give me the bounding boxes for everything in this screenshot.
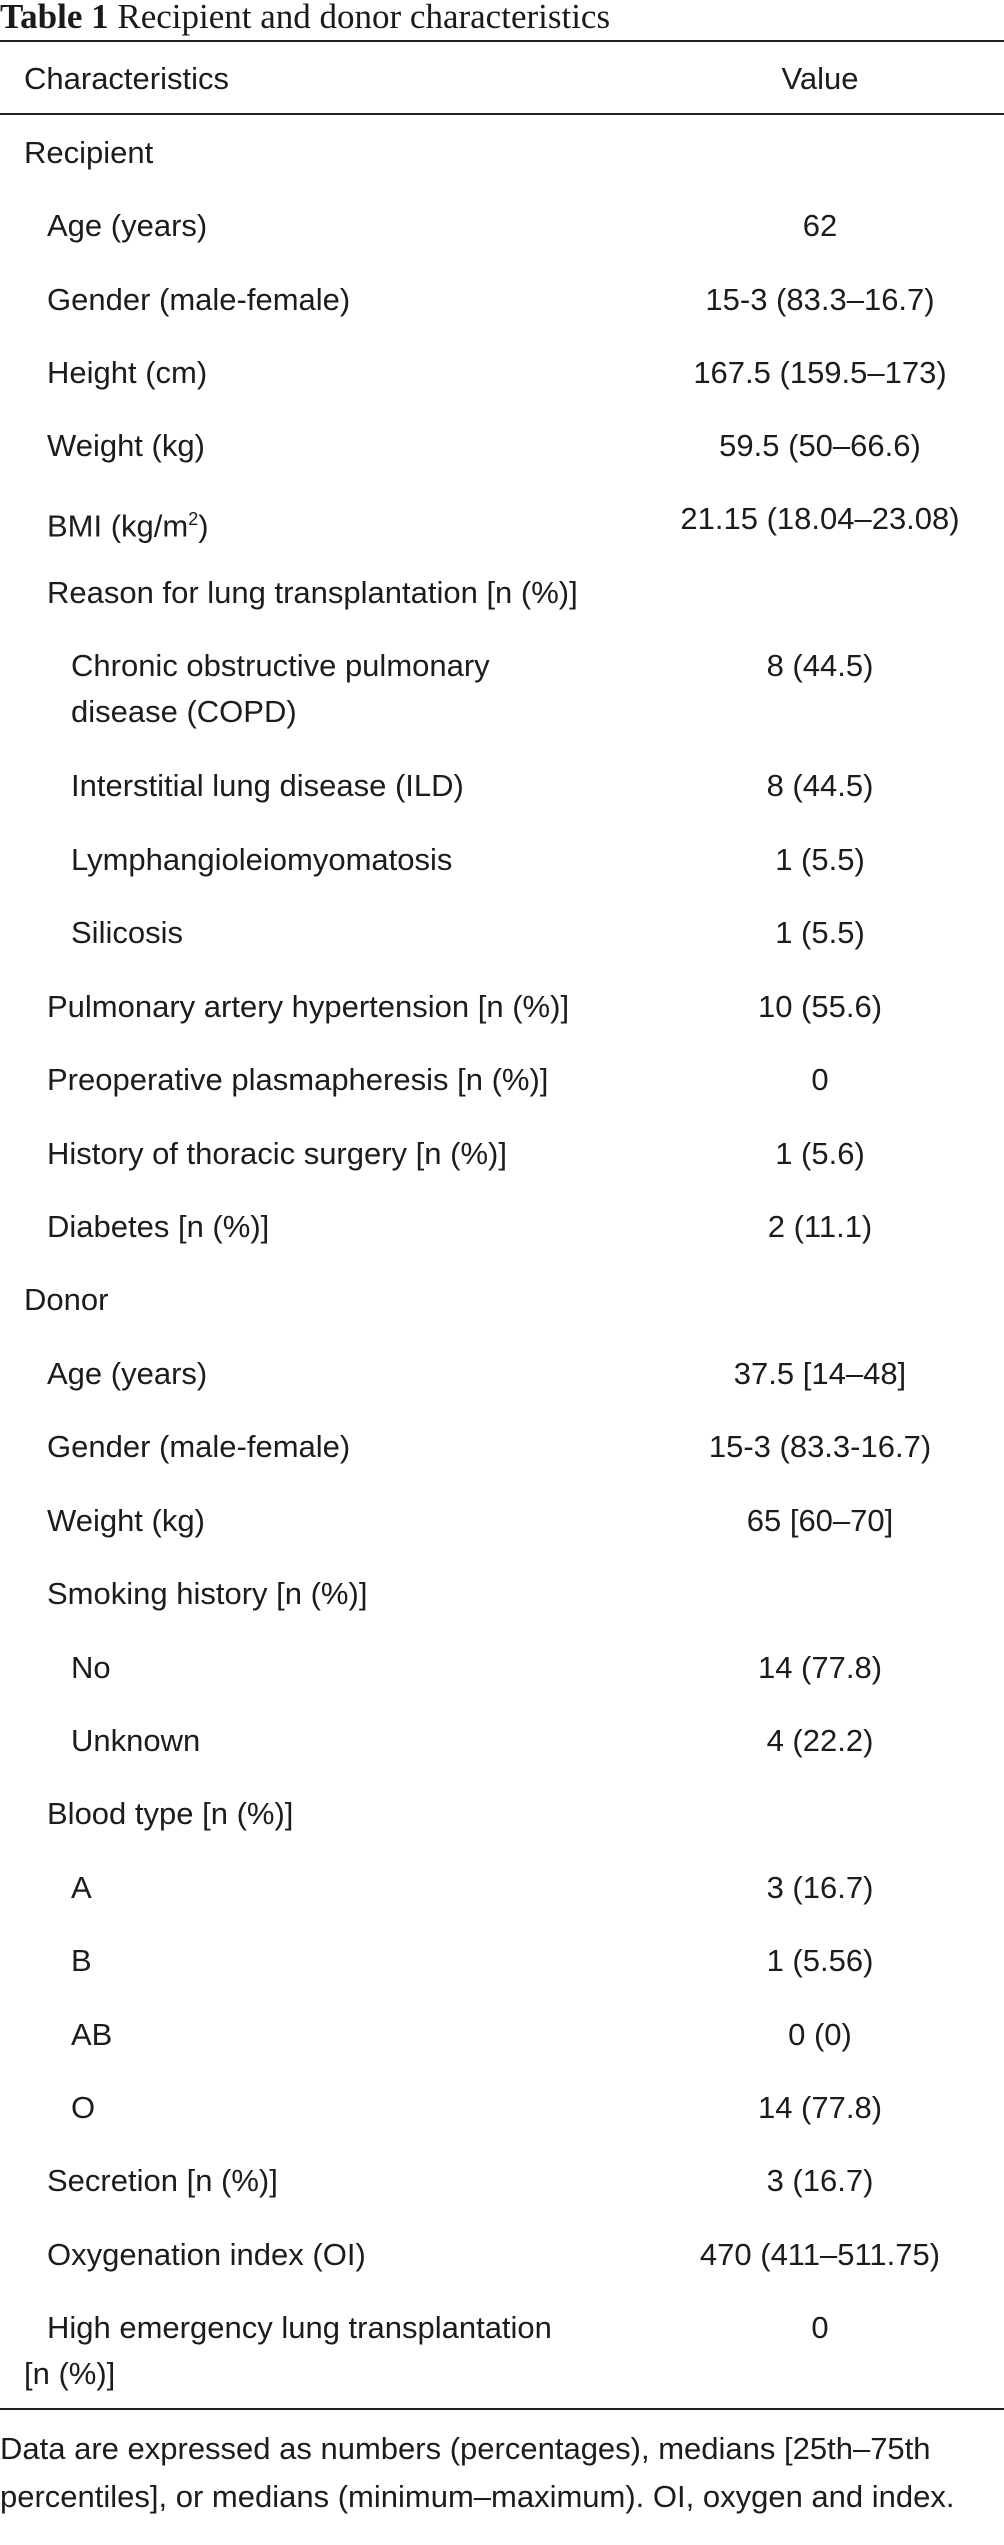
row-label: History of thoracic surgery [n (%)] — [47, 1136, 507, 1171]
row-value: 37.5 [14–48] — [733, 1356, 907, 1391]
bmi-label-superscript: 2 — [188, 509, 199, 529]
row-label: Smoking history [n (%)] — [47, 1576, 368, 1611]
row-value: 2 (11.1) — [767, 1209, 873, 1244]
row-value: 3 (16.7) — [766, 1870, 874, 1905]
row-value: 1 (5.5) — [775, 842, 865, 877]
header-rule — [0, 113, 1004, 115]
row-value: 14 (77.8) — [757, 2090, 883, 2125]
row-label: Secretion [n (%)] — [47, 2163, 278, 2198]
row-label: A — [71, 1870, 92, 1905]
row-value: 470 (411–511.75) — [699, 2237, 941, 2272]
row-label: Oxygenation index (OI) — [47, 2237, 366, 2272]
header-characteristics: Characteristics — [24, 61, 229, 96]
row-label: Unknown — [71, 1723, 201, 1758]
row-value: 21.15 (18.04–23.08) — [680, 501, 960, 536]
row-label: Lymphangioleiomyomatosis — [71, 842, 453, 877]
row-value: 15-3 (83.3-16.7) — [708, 1429, 932, 1464]
row-label: Preoperative plasmapheresis [n (%)] — [47, 1062, 549, 1097]
row-label: No — [71, 1650, 111, 1685]
row-label: O — [71, 2090, 96, 2125]
row-label: Silicosis — [71, 915, 183, 950]
row-label: Gender (male-female) — [47, 1429, 351, 1464]
row-value: 65 [60–70] — [746, 1503, 894, 1538]
row-value: 8 (44.5) — [766, 768, 874, 803]
row-label: Diabetes [n (%)] — [47, 1209, 270, 1244]
row-label: Age (years) — [47, 1356, 208, 1391]
row-value: 3 (16.7) — [766, 2163, 874, 2198]
row-value: 167.5 (159.5–173) — [693, 355, 947, 390]
row-value: 59.5 (50–66.6) — [719, 428, 921, 463]
row-value: 62 — [802, 208, 838, 243]
table-label: Table 1 — [0, 0, 109, 36]
top-rule — [0, 40, 1004, 42]
table-caption — [0, 0, 1004, 40]
row-value: 0 — [811, 2310, 829, 2345]
row-label: Blood type [n (%)] — [47, 1796, 294, 1831]
header-value: Value — [781, 61, 859, 96]
row-label: High emergency lung transplantation — [47, 2310, 552, 2345]
row-label-line2: [n (%)] — [24, 2356, 116, 2391]
row-label: Age (years) — [47, 208, 208, 243]
row-value: 15-3 (83.3–16.7) — [705, 282, 935, 317]
section-recipient: Recipient — [24, 135, 154, 170]
table-title: Recipient and donor characteristics — [117, 0, 611, 36]
row-label: Reason for lung transplantation [n (%)] — [47, 575, 578, 610]
row-label: B — [71, 1943, 92, 1978]
row-value: 14 (77.8) — [757, 1650, 883, 1685]
row-value: 10 (55.6) — [757, 989, 883, 1024]
bmi-label-close: ) — [198, 508, 209, 544]
row-label: Weight (kg) — [47, 1503, 205, 1538]
row-label-bmi — [47, 496, 209, 549]
row-label: AB — [71, 2017, 113, 2052]
row-label: Weight (kg) — [47, 428, 205, 463]
row-value: 8 (44.5) — [766, 648, 874, 683]
section-donor: Donor — [24, 1282, 109, 1317]
row-label: Pulmonary artery hypertension [n (%)] — [47, 989, 570, 1024]
table-footnote: Data are expressed as numbers (percentages), medians [25th–75th percentiles], or medians (minimum–maximum). OI, oxygen and index. — [0, 2431, 955, 2514]
row-label: Height (cm) — [47, 355, 208, 390]
bottom-rule — [0, 2408, 1004, 2410]
row-value: 1 (5.6) — [775, 1136, 865, 1171]
row-value: 0 (0) — [788, 2017, 852, 2052]
row-value: 4 (22.2) — [766, 1723, 874, 1758]
row-value: 0 — [811, 1062, 829, 1097]
row-value: 1 (5.5) — [775, 915, 865, 950]
row-value: 1 (5.56) — [766, 1943, 874, 1978]
bmi-label-text: BMI (kg/m — [47, 508, 189, 544]
row-label: Interstitial lung disease (ILD) — [71, 768, 464, 803]
row-label-line2: disease (COPD) — [71, 694, 297, 729]
row-label: Gender (male-female) — [47, 282, 351, 317]
row-label: Chronic obstructive pulmonary — [71, 648, 490, 683]
